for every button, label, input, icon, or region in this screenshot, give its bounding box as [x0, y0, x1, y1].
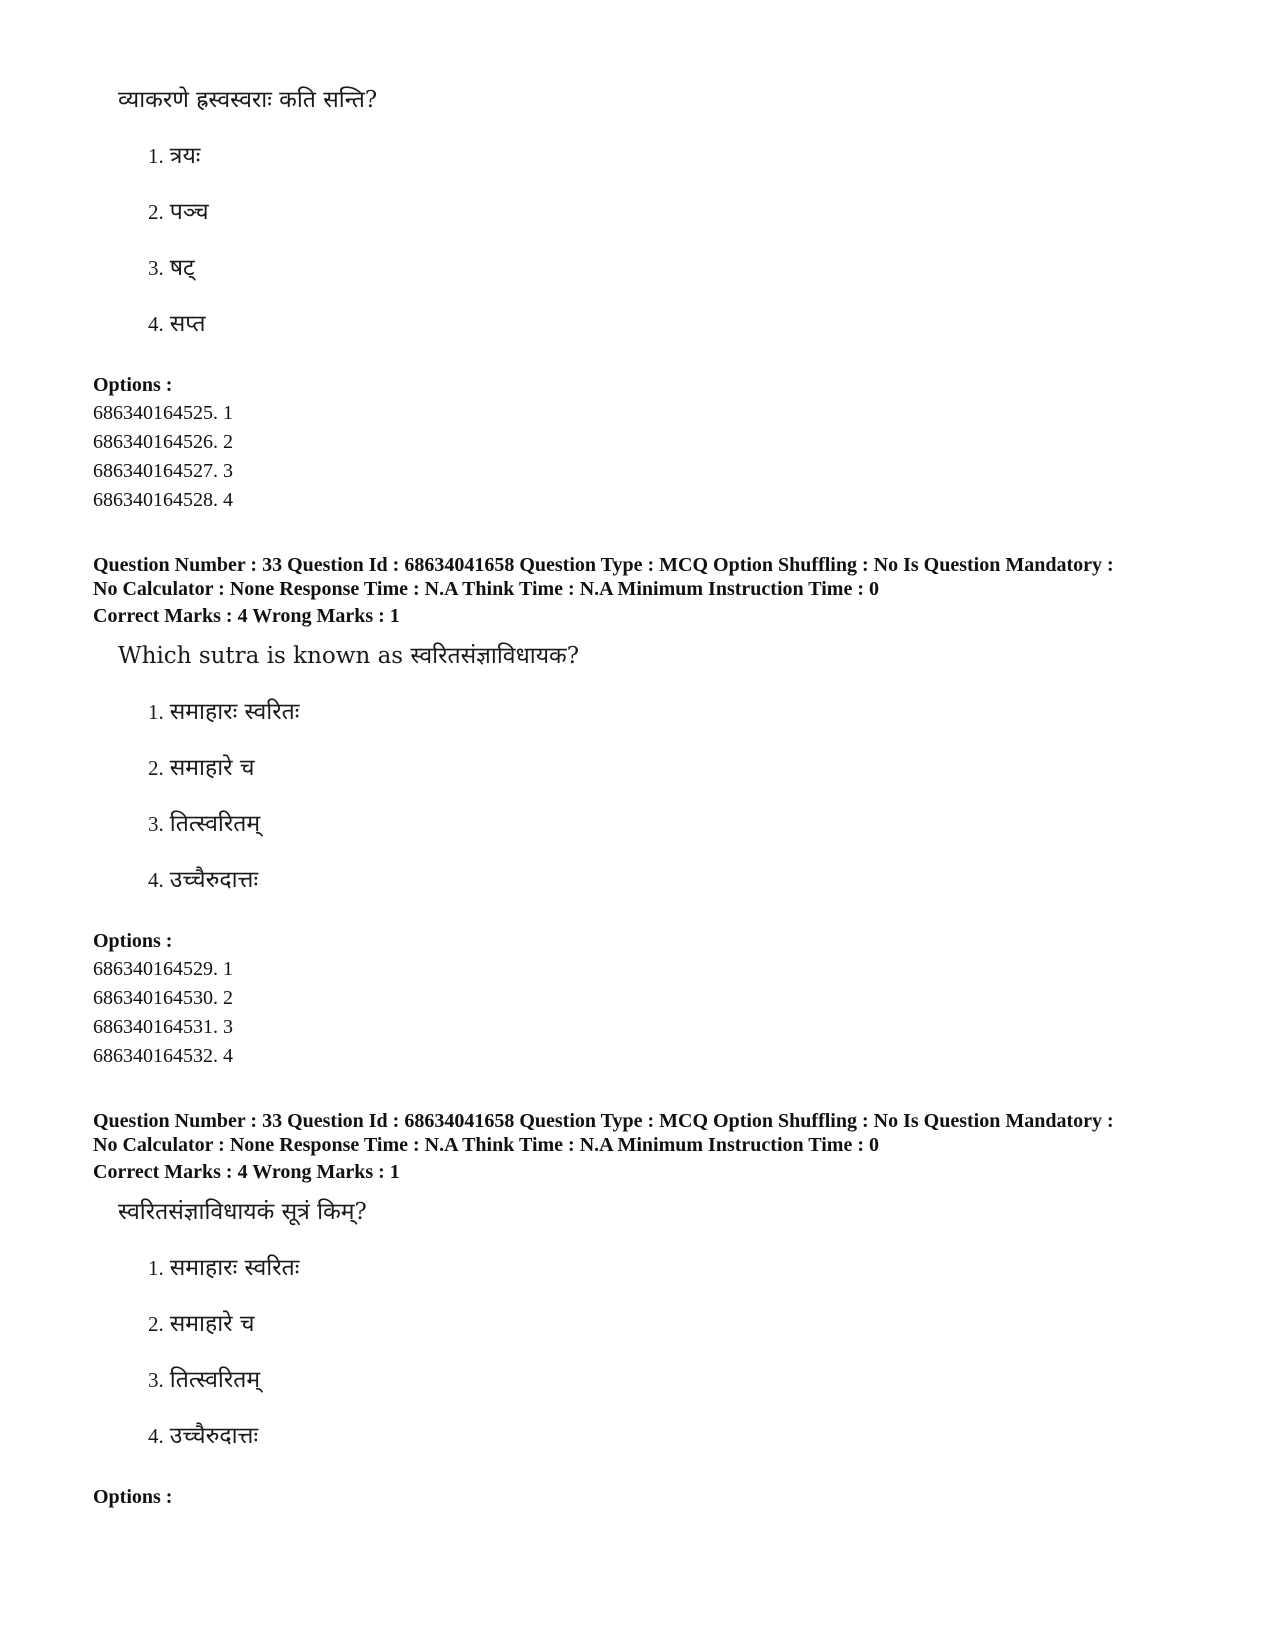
question-image-1 — [118, 84, 378, 337]
option-row: 686340164529. 1 — [93, 958, 233, 980]
question-choice-1: 1. त्रयः — [148, 143, 201, 169]
option-row: 686340164528. 4 — [93, 489, 233, 511]
question-choice-3: 3. तित्स्वरितम् — [148, 1367, 261, 1393]
question-meta — [93, 1109, 1223, 1157]
option-list — [93, 399, 233, 515]
question-meta-line: No Calculator : None Response Time : N.A Think Time : N.A Minimum Instruction Time : 0 — [93, 1134, 879, 1156]
marks-line: Correct Marks : 4 Wrong Marks : 1 — [93, 605, 400, 627]
option-row: 686340164531. 3 — [93, 1016, 233, 1038]
question-choice-1: 1. समाहारः स्वरितः — [148, 1255, 300, 1281]
marks-line: Correct Marks : 4 Wrong Marks : 1 — [93, 1161, 400, 1183]
options-heading: Options : — [93, 1486, 173, 1508]
question-choice-1: 1. समाहारः स्वरितः — [148, 699, 300, 725]
question-text: स्वरितसंज्ञाविधायकं सूत्रं किम्? — [118, 1199, 367, 1225]
option-row: 686340164532. 4 — [93, 1045, 233, 1067]
option-row: 686340164525. 1 — [93, 402, 233, 424]
question-meta — [93, 553, 1223, 601]
question-text: Which sutra is known as स्वरितसंज्ञाविधायक? — [118, 643, 580, 669]
question-choice-3: 3. षट् — [148, 255, 195, 281]
option-list — [93, 955, 233, 1071]
question-choice-2: 2. पञ्च — [148, 199, 209, 225]
question-meta-line: Question Number : 33 Question Id : 68634041658 Question Type : MCQ Option Shuffling : No Is Question Mandatory : — [93, 554, 1114, 576]
options-heading: Options : — [93, 374, 173, 396]
question-choice-4: 4. उच्चैरुदात्तः — [148, 1423, 259, 1449]
question-choice-2: 2. समाहारे च — [148, 1311, 255, 1337]
question-image-3 — [118, 1196, 367, 1449]
question-choice-2: 2. समाहारे च — [148, 755, 255, 781]
question-choice-4: 4. सप्त — [148, 311, 206, 337]
question-meta-line: No Calculator : None Response Time : N.A Think Time : N.A Minimum Instruction Time : 0 — [93, 578, 879, 600]
option-row: 686340164527. 3 — [93, 460, 233, 482]
question-image-2 — [118, 640, 580, 893]
option-row: 686340164526. 2 — [93, 431, 233, 453]
option-row: 686340164530. 2 — [93, 987, 233, 1009]
question-choice-3: 3. तित्स्वरितम् — [148, 811, 261, 837]
options-heading: Options : — [93, 930, 173, 952]
question-text: व्याकरणे ह्रस्वस्वराः कति सन्ति? — [118, 87, 378, 113]
question-choice-4: 4. उच्चैरुदात्तः — [148, 867, 259, 893]
question-meta-line: Question Number : 33 Question Id : 68634041658 Question Type : MCQ Option Shuffling : No Is Question Mandatory : — [93, 1110, 1114, 1132]
